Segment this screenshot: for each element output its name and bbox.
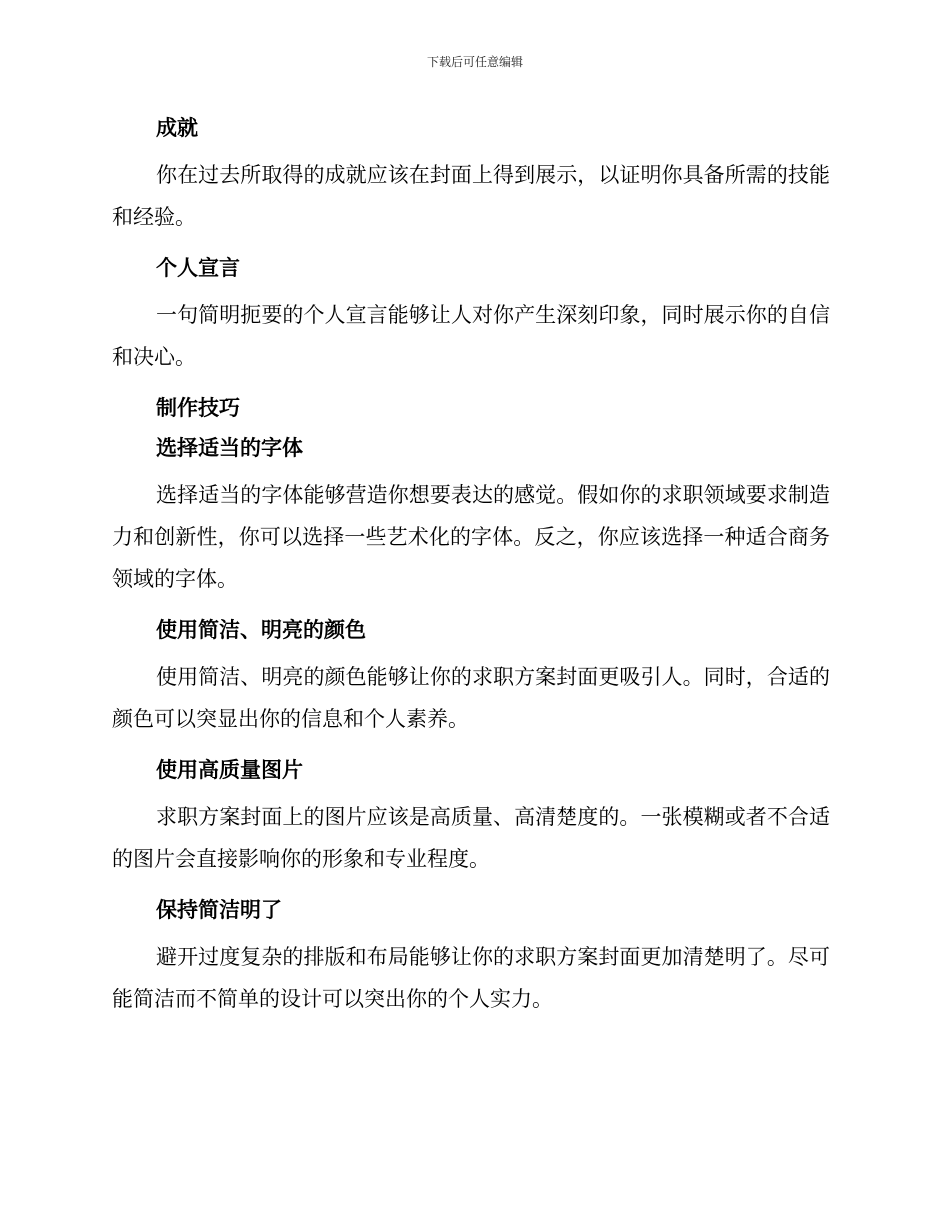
paragraph-personal-statement: 一句简明扼要的个人宣言能够让人对你产生深刻印象，同时展示你的自信和决心。 xyxy=(112,303,830,369)
paragraph-achievements: 你在过去所取得的成就应该在封面上得到展示，以证明你具备所需的技能和经验。 xyxy=(112,163,830,229)
paragraph-bright-colors: 使用简洁、明亮的颜色能够让你的求职方案封面更吸引人。同时，合适的颜色可以突显出你的信息和个人素养。 xyxy=(112,665,830,731)
paragraph-choose-font: 选择适当的字体能够营造你想要表达的感觉。假如你的求职领域要求制造力和创新性，你可以选择一些艺术化的字体。反之，你应该选择一种适合商务领域的字体。 xyxy=(112,483,830,591)
heading-personal-statement: 个人宣言 xyxy=(156,256,240,280)
page-header: 下载后可任意编辑 xyxy=(426,55,523,69)
heading-choose-font: 选择适当的字体 xyxy=(156,436,303,460)
heading-achievements: 成就 xyxy=(156,116,198,140)
heading-quality-images: 使用高质量图片 xyxy=(156,758,303,782)
heading-production-tips: 制作技巧 xyxy=(156,396,240,420)
heading-bright-colors: 使用简洁、明亮的颜色 xyxy=(156,618,366,642)
heading-keep-simple: 保持简洁明了 xyxy=(156,898,282,922)
paragraph-keep-simple: 避开过度复杂的排版和布局能够让你的求职方案封面更加清楚明了。尽可能简洁而不简单的设计可以突出你的个人实力。 xyxy=(112,945,830,1011)
paragraph-quality-images: 求职方案封面上的图片应该是高质量、高清楚度的。一张模糊或者不合适的图片会直接影响你的形象和专业程度。 xyxy=(112,805,830,871)
document-body xyxy=(112,108,830,1030)
